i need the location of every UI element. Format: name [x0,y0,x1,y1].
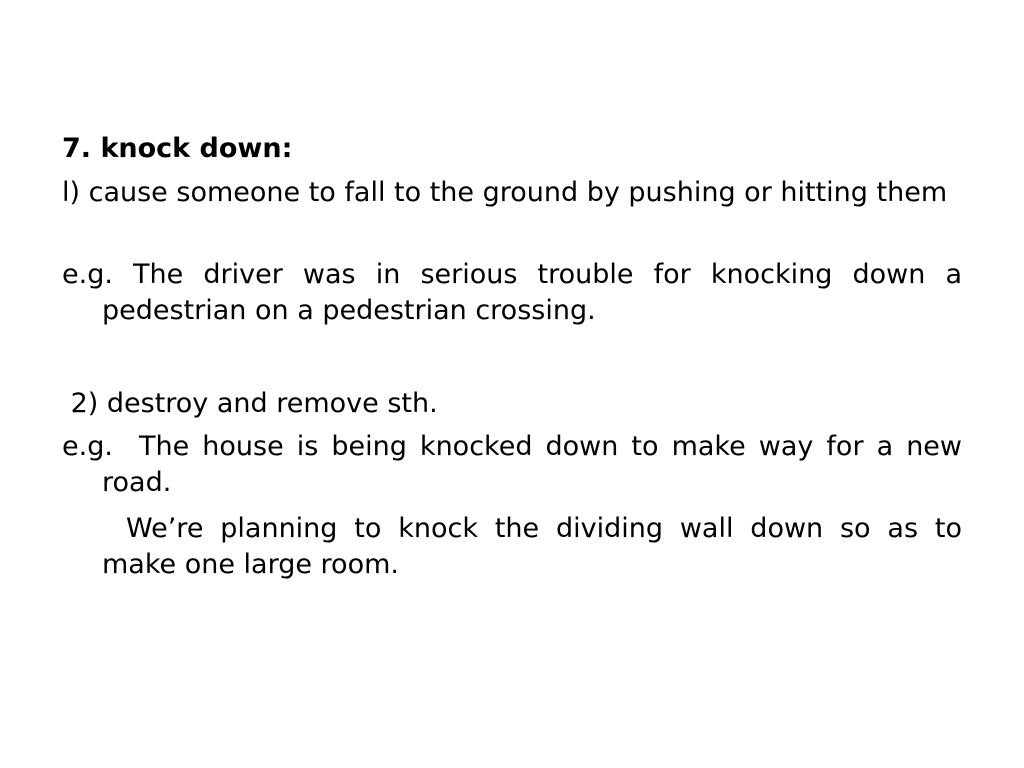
example-3 [62,511,962,583]
definition-2: 2) destroy and remove sth. [62,388,438,419]
example-2: e.g. The house is being knocked down to make way for a new road. [62,431,971,498]
example-3-text: We’re planning to knock the dividing wall down so as to make one large room. [102,513,962,580]
definition-1: l) cause someone to fall to the ground by pushing or hitting them [62,177,948,208]
example-1: e.g. The driver was in serious trouble for knocking down a pedestrian on a pedestrian crossing. [62,259,962,326]
entry-heading: 7. knock down: [62,133,293,164]
